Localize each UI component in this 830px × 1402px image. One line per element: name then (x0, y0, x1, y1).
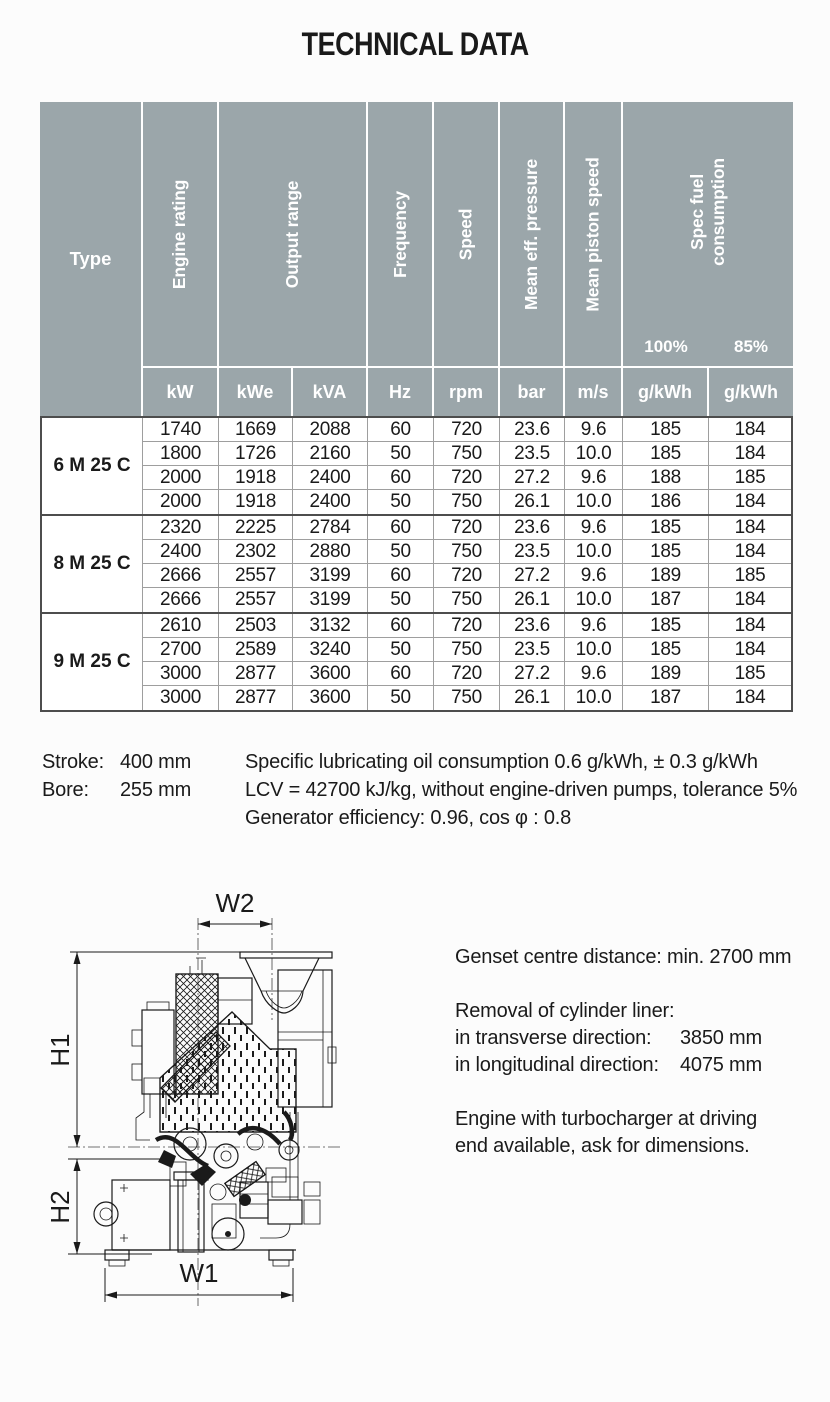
data-cell: 185 (709, 466, 791, 490)
data-cell: 10.0 (565, 588, 623, 612)
header-frequency: Frequency (368, 102, 434, 366)
data-cell: 2160 (293, 442, 368, 466)
engine-type-label: 8 M 25 C (42, 516, 143, 612)
data-cell: 2877 (219, 662, 293, 686)
data-cell: 50 (368, 638, 434, 662)
removal-longitudinal-label: in longitudinal direction: (455, 1054, 659, 1076)
data-cell: 2784 (293, 516, 368, 540)
data-cell: 9.6 (565, 564, 623, 588)
bore-value: 255 mm (120, 779, 192, 801)
data-cell: 185 (709, 662, 791, 686)
data-cell: 2880 (293, 540, 368, 564)
note-line-1: Specific lubricating oil consumption 0.6 g/kWh, ± 0.3 g/kWh (245, 751, 758, 773)
data-cell: 186 (623, 490, 709, 514)
engine-group (42, 612, 791, 710)
data-cell: 10.0 (565, 638, 623, 662)
data-cell: 3132 (293, 614, 368, 638)
data-cell: 23.6 (500, 418, 565, 442)
data-cell: 720 (434, 466, 500, 490)
data-cell: 185 (623, 418, 709, 442)
data-cell: 187 (623, 588, 709, 612)
header-speed: Speed (434, 102, 500, 366)
bore-row (42, 776, 245, 804)
data-cell: 2000 (143, 466, 219, 490)
data-cell: 23.5 (500, 540, 565, 564)
data-cell: 185 (623, 442, 709, 466)
removal-transverse-label: in transverse direction: (455, 1027, 652, 1049)
consumption-notes (245, 748, 797, 832)
data-cell: 720 (434, 564, 500, 588)
bottom-section (0, 882, 830, 1402)
data-cell: 184 (709, 442, 791, 466)
notes-block (42, 748, 830, 832)
header-type: Type (40, 102, 143, 416)
data-cell: 750 (434, 638, 500, 662)
removal-transverse-value: 3850 mm (680, 1027, 762, 1049)
data-cell: 26.1 (500, 588, 565, 612)
data-cell: 2557 (219, 588, 293, 612)
header-mean-eff-pressure: Mean eff. pressure (500, 102, 565, 366)
technical-data-table (40, 102, 793, 712)
data-cell: 2088 (293, 418, 368, 442)
data-cell: 9.6 (565, 418, 623, 442)
dim-h2-label: H2 (45, 1190, 75, 1224)
data-cell: 184 (709, 638, 791, 662)
data-cell: 50 (368, 490, 434, 514)
data-cell: 60 (368, 418, 434, 442)
engine-drawing (40, 882, 390, 1327)
data-cell: 750 (434, 442, 500, 466)
removal-transverse-row (455, 1025, 805, 1052)
data-cell: 27.2 (500, 466, 565, 490)
unit-hz: Hz (368, 366, 434, 416)
unit-kw: kW (143, 366, 219, 416)
data-cell: 720 (434, 614, 500, 638)
table-header (40, 102, 793, 416)
data-cell: 187 (623, 686, 709, 710)
turbo-note-line-2: end available, ask for dimensions. (455, 1135, 750, 1157)
data-cell: 2000 (143, 490, 219, 514)
data-cell: 1918 (219, 466, 293, 490)
bore-label: Bore: (42, 779, 89, 801)
data-cell: 188 (623, 466, 709, 490)
data-cell: 185 (709, 564, 791, 588)
data-cell: 1669 (219, 418, 293, 442)
data-cell: 60 (368, 564, 434, 588)
data-cell: 184 (734, 687, 766, 708)
data-cell: 10.0 (565, 490, 623, 514)
data-cell: 9.6 (565, 614, 623, 638)
data-cell: 2877 (219, 686, 293, 710)
data-cell: 750 (434, 490, 500, 514)
data-cell: 2610 (143, 614, 219, 638)
header-output-range: Output range (219, 102, 368, 366)
data-cell: 3000 (143, 662, 219, 686)
load-sublabels (623, 337, 793, 357)
unit-kva: kVA (293, 366, 368, 416)
data-cell: 27.2 (500, 564, 565, 588)
dim-w2-label: W2 (215, 888, 255, 918)
note-line-3: Generator efficiency: 0.96, cos φ : 0.8 (245, 807, 572, 829)
air-intake-funnel (240, 952, 332, 1013)
unit-bar: bar (500, 366, 565, 416)
data-cell: 184 (709, 418, 791, 442)
right-info-block (455, 944, 805, 1160)
data-cell: 3600 (293, 686, 368, 710)
data-cell: 26.1 (500, 490, 565, 514)
stroke-value: 400 mm (120, 751, 192, 773)
data-cell: 26.1 (500, 686, 565, 710)
dim-h1-label: H1 (45, 1033, 75, 1067)
data-cell: 3600 (293, 662, 368, 686)
data-cell: 185 (623, 516, 709, 540)
data-cell: 184 (709, 540, 791, 564)
data-cell: 2320 (143, 516, 219, 540)
data-cell: 3240 (293, 638, 368, 662)
data-cell: 184 (734, 589, 766, 610)
data-cell: 750 (434, 588, 500, 612)
data-cell: 60 (368, 466, 434, 490)
data-cell: 3000 (143, 686, 219, 710)
data-cell: 3199 (293, 564, 368, 588)
data-cell: 2400 (293, 490, 368, 514)
data-cell: 10.0 (565, 686, 623, 710)
data-cell: 2302 (219, 540, 293, 564)
note-line-2: LCV = 42700 kJ/kg, without engine-driven pumps, tolerance 5% (245, 779, 798, 801)
data-cell: 720 (434, 662, 500, 686)
removal-longitudinal-row (455, 1052, 805, 1079)
data-cell: 2400 (143, 540, 219, 564)
data-cell: 2503 (219, 614, 293, 638)
data-cell: 184 (734, 491, 766, 512)
data-cell: 185 (623, 614, 709, 638)
engine-group (42, 418, 791, 514)
data-cell: 50 (368, 686, 434, 710)
data-cell: 50 (368, 540, 434, 564)
data-cell: 23.5 (500, 638, 565, 662)
genset-distance-line: Genset centre distance: min. 2700 mm (455, 946, 792, 968)
stroke-label: Stroke: (42, 751, 104, 773)
load-100-label: 100% (644, 337, 688, 356)
data-cell: 2700 (143, 638, 219, 662)
removal-title: Removal of cylinder liner: (455, 1000, 675, 1022)
engine-body (94, 952, 336, 1266)
engine-type-label: 9 M 25 C (42, 614, 143, 710)
header-mean-piston-speed: Mean piston speed (565, 102, 623, 366)
data-cell: 2666 (143, 588, 219, 612)
dimensions-notes (42, 748, 245, 832)
data-cell: 1918 (219, 490, 293, 514)
unit-kwe: kWe (219, 366, 293, 416)
removal-longitudinal-value: 4075 mm (680, 1054, 762, 1076)
data-cell: 9.6 (565, 516, 623, 540)
stroke-row (42, 748, 245, 776)
turbo-note-line-1: Engine with turbocharger at driving (455, 1108, 758, 1130)
data-cell: 185 (623, 540, 709, 564)
data-cell: 185 (623, 638, 709, 662)
data-cell: 720 (434, 418, 500, 442)
header-spec-fuel-consumption: Spec fuel consumption 100% 85% (623, 102, 793, 366)
data-cell: 27.2 (500, 662, 565, 686)
unit-rpm: rpm (434, 366, 500, 416)
spacer (455, 1079, 805, 1106)
load-85-label: 85% (733, 337, 769, 356)
data-cell: 1740 (143, 418, 219, 442)
header-engine-rating: Engine rating (143, 102, 219, 366)
data-cell: 750 (434, 686, 500, 710)
unit-gkwh-85: g/kWh (709, 366, 793, 416)
data-cell: 9.6 (565, 466, 623, 490)
data-cell: 2225 (219, 516, 293, 540)
data-cell: 9.6 (565, 662, 623, 686)
data-cell: 189 (623, 564, 709, 588)
data-cell: 2557 (219, 564, 293, 588)
data-cell: 60 (368, 516, 434, 540)
data-cell: 60 (368, 614, 434, 638)
data-cell: 10.0 (565, 442, 623, 466)
title-wrap (0, 0, 830, 63)
data-cell: 23.6 (500, 614, 565, 638)
data-cell: 720 (434, 516, 500, 540)
data-cell: 60 (368, 662, 434, 686)
data-cell: 50 (368, 588, 434, 612)
data-cell: 10.0 (565, 540, 623, 564)
spacer (455, 971, 805, 998)
engine-group (42, 514, 791, 612)
table-body (40, 416, 793, 712)
data-cell: 750 (434, 540, 500, 564)
data-cell: 184 (709, 614, 791, 638)
data-cell: 50 (368, 442, 434, 466)
unit-ms: m/s (565, 366, 623, 416)
data-cell: 23.5 (500, 442, 565, 466)
data-cell: 2589 (219, 638, 293, 662)
dim-w1-label: W1 (179, 1258, 219, 1288)
data-cell: 1800 (143, 442, 219, 466)
data-cell: 189 (623, 662, 709, 686)
data-cell: 184 (709, 516, 791, 540)
data-cell: 23.6 (500, 516, 565, 540)
engine-type-label: 6 M 25 C (42, 418, 143, 514)
data-cell: 2666 (143, 564, 219, 588)
data-cell: 3199 (293, 588, 368, 612)
data-cell: 2400 (293, 466, 368, 490)
unit-gkwh-100: g/kWh (623, 366, 709, 416)
data-cell: 1726 (219, 442, 293, 466)
page-title: TECHNICAL DATA (301, 26, 529, 62)
